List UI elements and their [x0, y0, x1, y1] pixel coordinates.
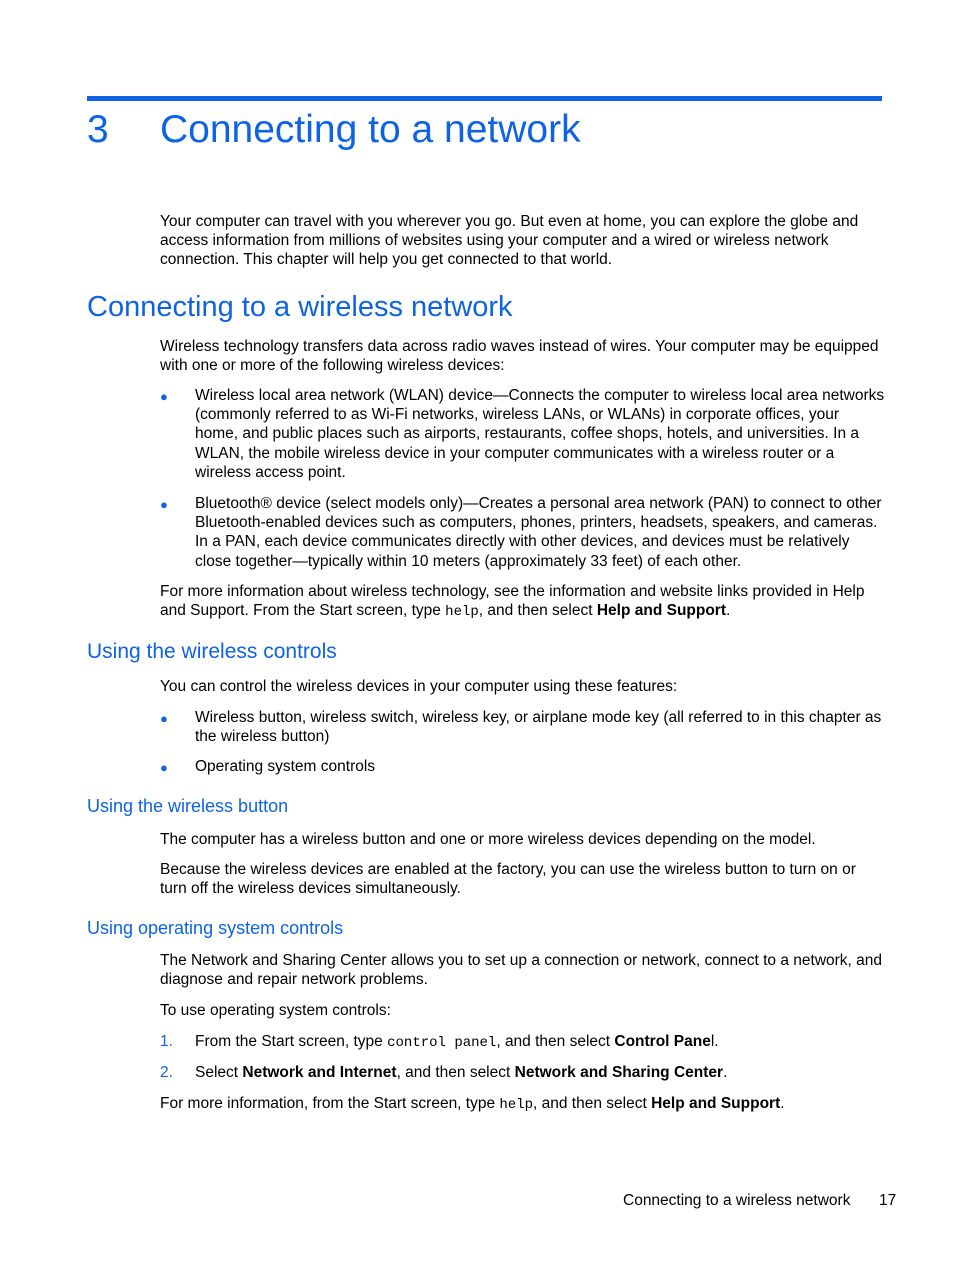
wireless-intro: Wireless technology transfers data across radio waves instead of wires. Your computer may be equipped with one or more of the following wireless devices: — [160, 338, 879, 375]
bullet-icon: ● — [160, 711, 168, 726]
list-item: Bluetooth® device (select models only)—Creates a personal area network (PAN) to connect to other Bluetooth-enabled devices such as computers, phones, printers, headsets, speakers, and cameras. In a PAN, each device communicates directly with other devices, and devices must be relatively close together—typically within 10 meters (approximately 33 feet) of each other. — [195, 495, 882, 570]
controls-intro: You can control the wireless devices in your computer using these features: — [160, 678, 678, 695]
step-item: From the Start screen, type control panel, and then select Control Panel. — [195, 1033, 719, 1051]
wireless-more-info: For more information about wireless technology, see the information and website links provided in Help and Support. From the Start screen, type help, and then select Help and Support. — [160, 583, 865, 621]
chapter-title: Connecting to a network — [160, 108, 581, 151]
step-number: 2. — [160, 1064, 173, 1081]
os-more-info: For more information, from the Start screen, type help, and then select Help and Support. — [160, 1095, 785, 1113]
section-heading-wireless: Connecting to a wireless network — [87, 291, 513, 323]
bold-control-panel: Control Pane — [614, 1033, 711, 1050]
list-item: Wireless local area network (WLAN) device—Connects the computer to wireless local area networks (commonly referred to as Wi-Fi networks, wireless LANs, or WLANs) in corporate offices, your home, and public places such as airports, restaurants, coffee shops, hotels, and universities. In a WLAN, the mobile wireless device in your computer communicates with a wireless router or a wireless access point. — [195, 387, 885, 481]
code-control-panel: control panel — [387, 1035, 497, 1051]
chapter-number: 3 — [87, 108, 109, 151]
bold-network-sharing-center: Network and Sharing Center — [514, 1064, 724, 1081]
code-help: help — [499, 1097, 534, 1113]
bullet-icon: ● — [160, 389, 168, 404]
os-p1: The Network and Sharing Center allows you to set up a connection or network, connect to a network, and diagnose and repair network problems. — [160, 952, 883, 989]
bullet-icon: ● — [160, 760, 168, 775]
bold-network-and-internet: Network and Internet — [242, 1064, 397, 1081]
footer-page-number: 17 — [879, 1192, 897, 1209]
os-p2: To use operating system controls: — [160, 1002, 391, 1019]
button-p1: The computer has a wireless button and one or more wireless devices depending on the model. — [160, 831, 816, 848]
button-p2: Because the wireless devices are enabled at the factory, you can use the wireless button to turn on or turn off the wireless devices simultaneously. — [160, 861, 856, 898]
step-item: Select Network and Internet, and then select Network and Sharing Center. — [195, 1064, 728, 1081]
list-item: Operating system controls — [195, 758, 376, 775]
subsection-heading-button: Using the wireless button — [87, 796, 289, 816]
code-help: help — [445, 604, 479, 621]
bold-help-and-support: Help and Support — [651, 1095, 781, 1112]
subsection-heading-os: Using operating system controls — [87, 918, 344, 938]
footer-section-title: Connecting to a wireless network — [623, 1192, 851, 1209]
chapter-intro: Your computer can travel with you wherever you go. But even at home, you can explore the globe and access information from millions of websites using your computer and a wired or wireless network connection. This chapter will help you get connected to that world. — [160, 213, 859, 269]
bullet-icon: ● — [160, 497, 168, 512]
bold-help-and-support: Help and Support — [596, 602, 727, 620]
chapter-rule — [87, 96, 882, 101]
step-number: 1. — [160, 1033, 173, 1050]
list-item: Wireless button, wireless switch, wireless key, or airplane mode key (all referred to in this chapter as the wireless button) — [195, 709, 882, 746]
subsection-heading-controls: Using the wireless controls — [87, 640, 337, 663]
